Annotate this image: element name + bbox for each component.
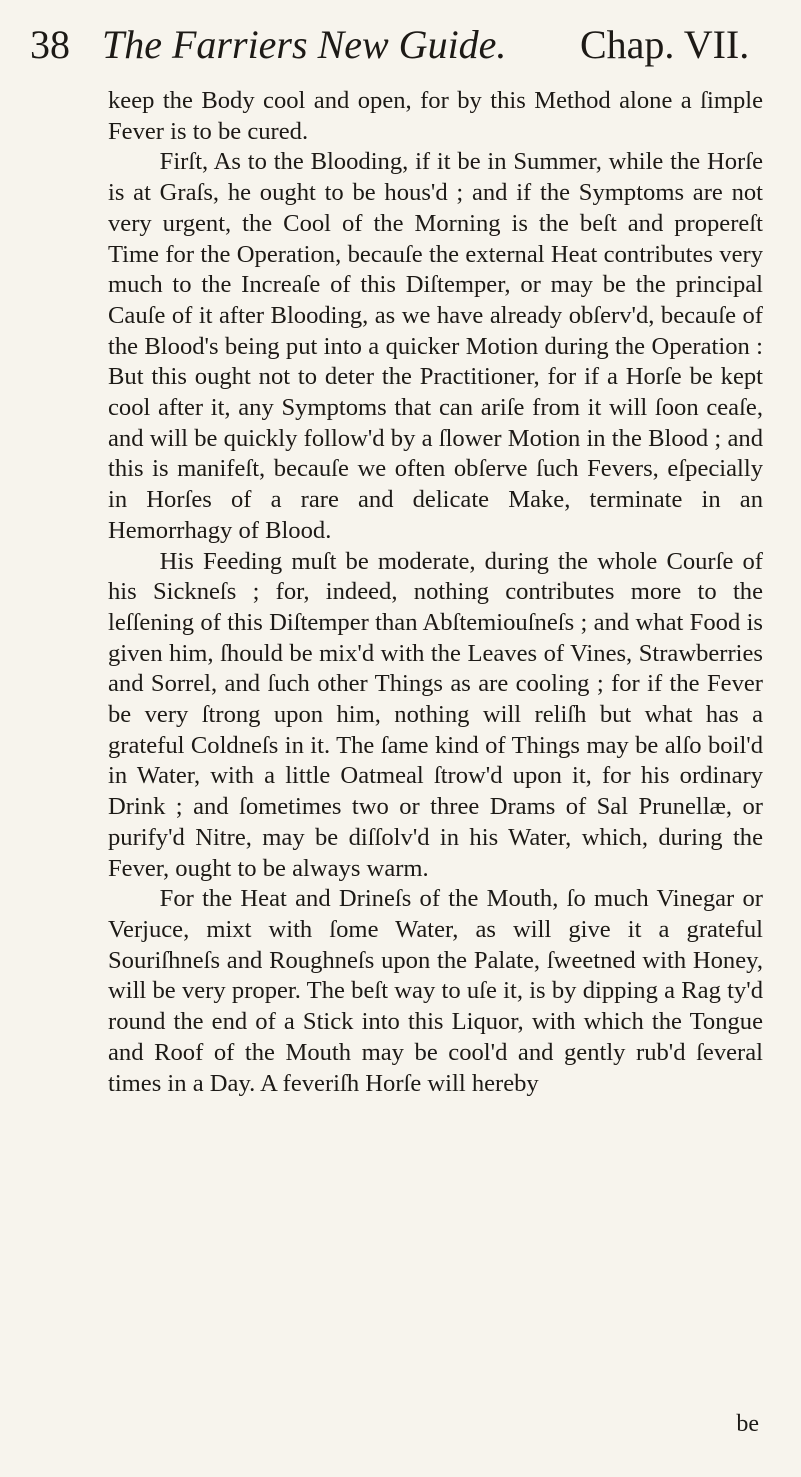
paragraph: keep the Body cool and open, for by this Method alone a ſimple Fever is to be cured. bbox=[108, 87, 763, 145]
body-text bbox=[108, 86, 763, 1099]
paragraph: His Feeding muſt be moderate, during the whole Courſe of his Sickneſs ; for, indeed, nothing contributes more to the leſſening of this Diſtemper than Abſtemiouſneſs ; and what Food is given him, ſhould be mix'd with the Leaves of Vines, Strawberries and Sorrel, and ſuch other Things as are cooling ; for if the Fever be very ſtrong upon him, nothing will reliſh but what has a grateful Coldneſs in it. The ſame kind of Things may be alſo boil'd in Water, with a little Oatmeal ſtrow'd upon it, for his ordinary Drink ; and ſometimes two or three Drams of Sal Prunellæ, or purify'd Nitre, may be diſſolv'd in his Water, which, during the Fever, ought to be always warm. bbox=[108, 547, 763, 882]
page-number: 38 bbox=[30, 22, 70, 67]
paragraph: Firſt, As to the Blooding, if it be in Summer, while the Horſe is at Graſs, he ought to be hous'd ; and if the Symptoms are not very urgent, the Cool of the Morning is the beſt and propereſt Time for the Operation, becauſe the external Heat contributes very much to the Increaſe of this Diſtemper, or may be the principal Cauſe of it after Blooding, as we have already obſerv'd, becauſe of the Blood's being put into a quicker Motion during the Operation : But this ought not to deter the Practitioner, for if a Horſe be kept cool after it, any Symptoms that can ariſe from it will ſoon ceaſe, and will be quickly follow'd by a ſlower Motion in the Blood ; and this is manifeſt, becauſe we often obſerve ſuch Fevers, eſpecially in Horſes of a rare and delicate Make, terminate in an Hemorrhagy of Blood. bbox=[108, 148, 763, 544]
paragraph: For the Heat and Drineſs of the Mouth, ſo much Vinegar or Verjuce, mixt with ſome Water, as will give it a grateful Souriſhneſs and Roughneſs upon the Palate, ſweetned with Honey, will be very proper. The beſt way to uſe it, is by dipping a Rag ty'd round the end of a Stick into this Liquor, with which the Tongue and Roof of the Mouth may be cool'd and gently rub'd ſeveral times in a Day. A feveriſh Horſe will hereby bbox=[108, 885, 763, 1097]
running-title: The Farriers New Guide. bbox=[102, 22, 507, 67]
page-header bbox=[30, 20, 790, 70]
chapter-label: Chap. VII. bbox=[580, 22, 750, 67]
catchword: be bbox=[736, 1411, 759, 1437]
